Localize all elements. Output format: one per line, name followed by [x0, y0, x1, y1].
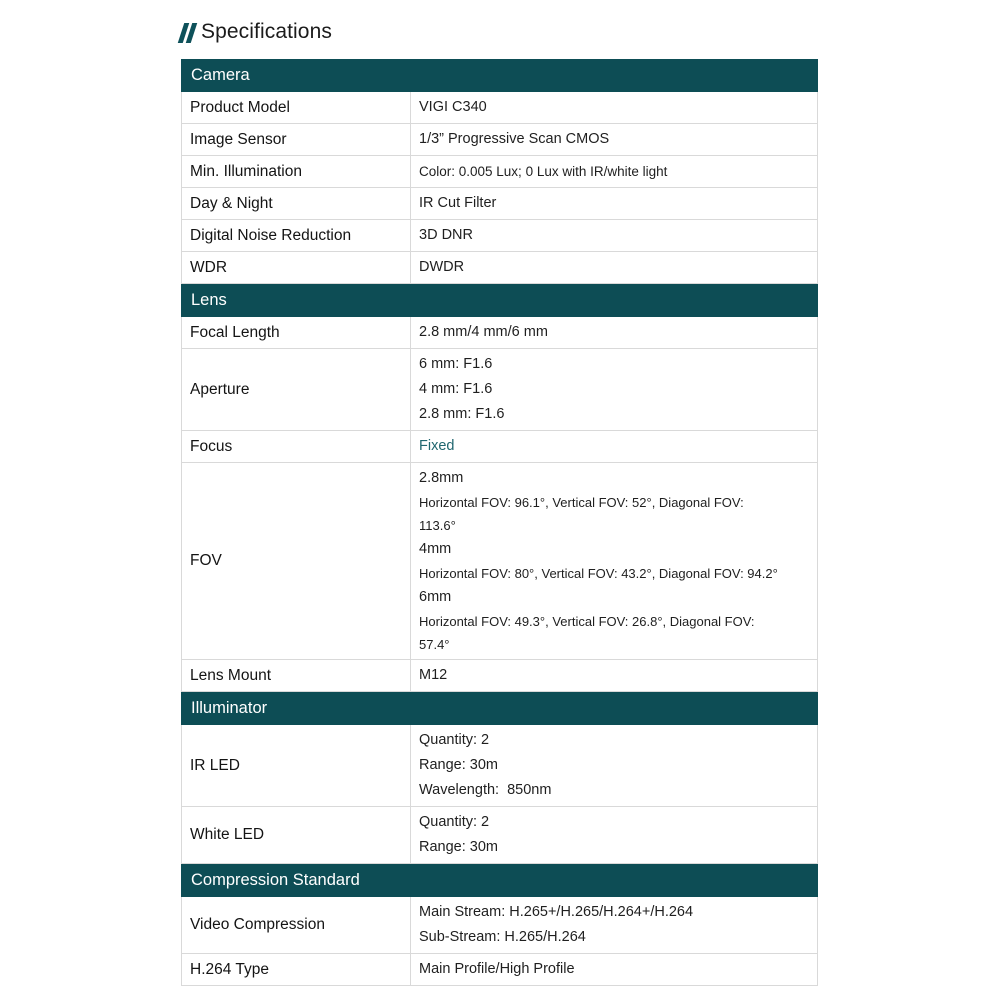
spec-value-line: Range: 30m [419, 757, 498, 773]
spec-value-line: Range: 30m [419, 839, 498, 855]
spec-value-line: Sub-Stream: H.265/H.264 [419, 929, 586, 945]
spec-value-line: 3D DNR [419, 227, 473, 243]
spec-row [181, 156, 818, 188]
spec-value-line: Horizontal FOV: 96.1°, Vertical FOV: 52°, Diagonal FOV: [419, 495, 744, 510]
spec-label: Video Compression [182, 897, 411, 953]
spec-value-line: 4 mm: F1.6 [419, 381, 493, 397]
spec-value [411, 220, 817, 251]
spec-label: White LED [182, 807, 411, 863]
spec-row [181, 660, 818, 692]
spec-value [411, 463, 817, 659]
spec-row [181, 897, 818, 954]
spec-label: Focal Length [182, 317, 411, 348]
spec-value [411, 807, 817, 863]
spec-value [411, 954, 817, 985]
spec-value-line: 2.8mm [419, 470, 464, 486]
spec-value-line: Main Profile/High Profile [419, 961, 575, 977]
section-header-illuminator: Illuminator [181, 692, 818, 725]
spec-row [181, 349, 818, 431]
section-header-camera: Camera [181, 59, 818, 92]
spec-value [411, 124, 817, 155]
spec-value [411, 349, 817, 430]
spec-value-line: 6 mm: F1.6 [419, 356, 493, 372]
spec-label: Focus [182, 431, 411, 462]
spec-value-line: 1/3” Progressive Scan CMOS [419, 131, 610, 147]
spec-table [181, 59, 818, 986]
spec-row [181, 317, 818, 349]
spec-row [181, 431, 818, 463]
spec-value-line: Quantity: 2 [419, 732, 490, 748]
title-row [181, 18, 818, 46]
spec-label: Lens Mount [182, 660, 411, 691]
spec-label: Min. Illumination [182, 156, 411, 187]
spec-value-line: 2.8 mm/4 mm/6 mm [419, 324, 548, 340]
spec-value [411, 317, 817, 348]
spec-value-line: Horizontal FOV: 80°, Vertical FOV: 43.2°, Diagonal FOV: 94.2° [419, 566, 778, 581]
spec-value [411, 660, 817, 691]
spec-value-line: Fixed [419, 438, 455, 454]
spec-label: IR LED [182, 725, 411, 806]
spec-value-line: Color: 0.005 Lux; 0 Lux with IR/white light [419, 164, 668, 179]
section-header-lens: Lens [181, 284, 818, 317]
spec-label: Image Sensor [182, 124, 411, 155]
spec-value [411, 252, 817, 283]
spec-label: Product Model [182, 92, 411, 123]
spec-value [411, 725, 817, 806]
spec-row [181, 463, 818, 660]
spec-value-line: 113.6° [419, 518, 456, 533]
spec-label: Day & Night [182, 188, 411, 219]
spec-value-line: Main Stream: H.265+/H.265/H.264+/H.264 [419, 904, 694, 920]
spec-value-line: DWDR [419, 259, 465, 275]
spec-value [411, 897, 817, 953]
spec-label: WDR [182, 252, 411, 283]
spec-row [181, 92, 818, 124]
spec-label: FOV [182, 463, 411, 659]
spec-label: Aperture [182, 349, 411, 430]
page-title: Specifications [201, 20, 332, 43]
spec-value [411, 431, 817, 462]
spec-value [411, 156, 817, 187]
double-slash-icon [181, 23, 194, 43]
spec-value-line: Quantity: 2 [419, 814, 490, 830]
spec-value-line: 6mm [419, 589, 452, 605]
spec-value-line: M12 [419, 667, 448, 683]
spec-label: H.264 Type [182, 954, 411, 985]
spec-row [181, 725, 818, 807]
spec-value-line: 2.8 mm: F1.6 [419, 406, 505, 422]
spec-row [181, 252, 818, 284]
spec-row [181, 954, 818, 986]
spec-value-line: Wavelength: 850nm [419, 782, 552, 798]
spec-value-line: 57.4° [419, 637, 450, 652]
spec-value-line: 4mm [419, 541, 452, 557]
spec-value [411, 188, 817, 219]
section-header-compression-standard: Compression Standard [181, 864, 818, 897]
spec-value-line: Horizontal FOV: 49.3°, Vertical FOV: 26.8°, Diagonal FOV: [419, 614, 755, 629]
spec-row [181, 124, 818, 156]
spec-row [181, 188, 818, 220]
spec-value-line: IR Cut Filter [419, 195, 497, 211]
spec-row [181, 220, 818, 252]
spec-label: Digital Noise Reduction [182, 220, 411, 251]
spec-row [181, 807, 818, 864]
spec-value [411, 92, 817, 123]
specifications-page [181, 18, 818, 986]
spec-value-line: VIGI C340 [419, 99, 487, 115]
